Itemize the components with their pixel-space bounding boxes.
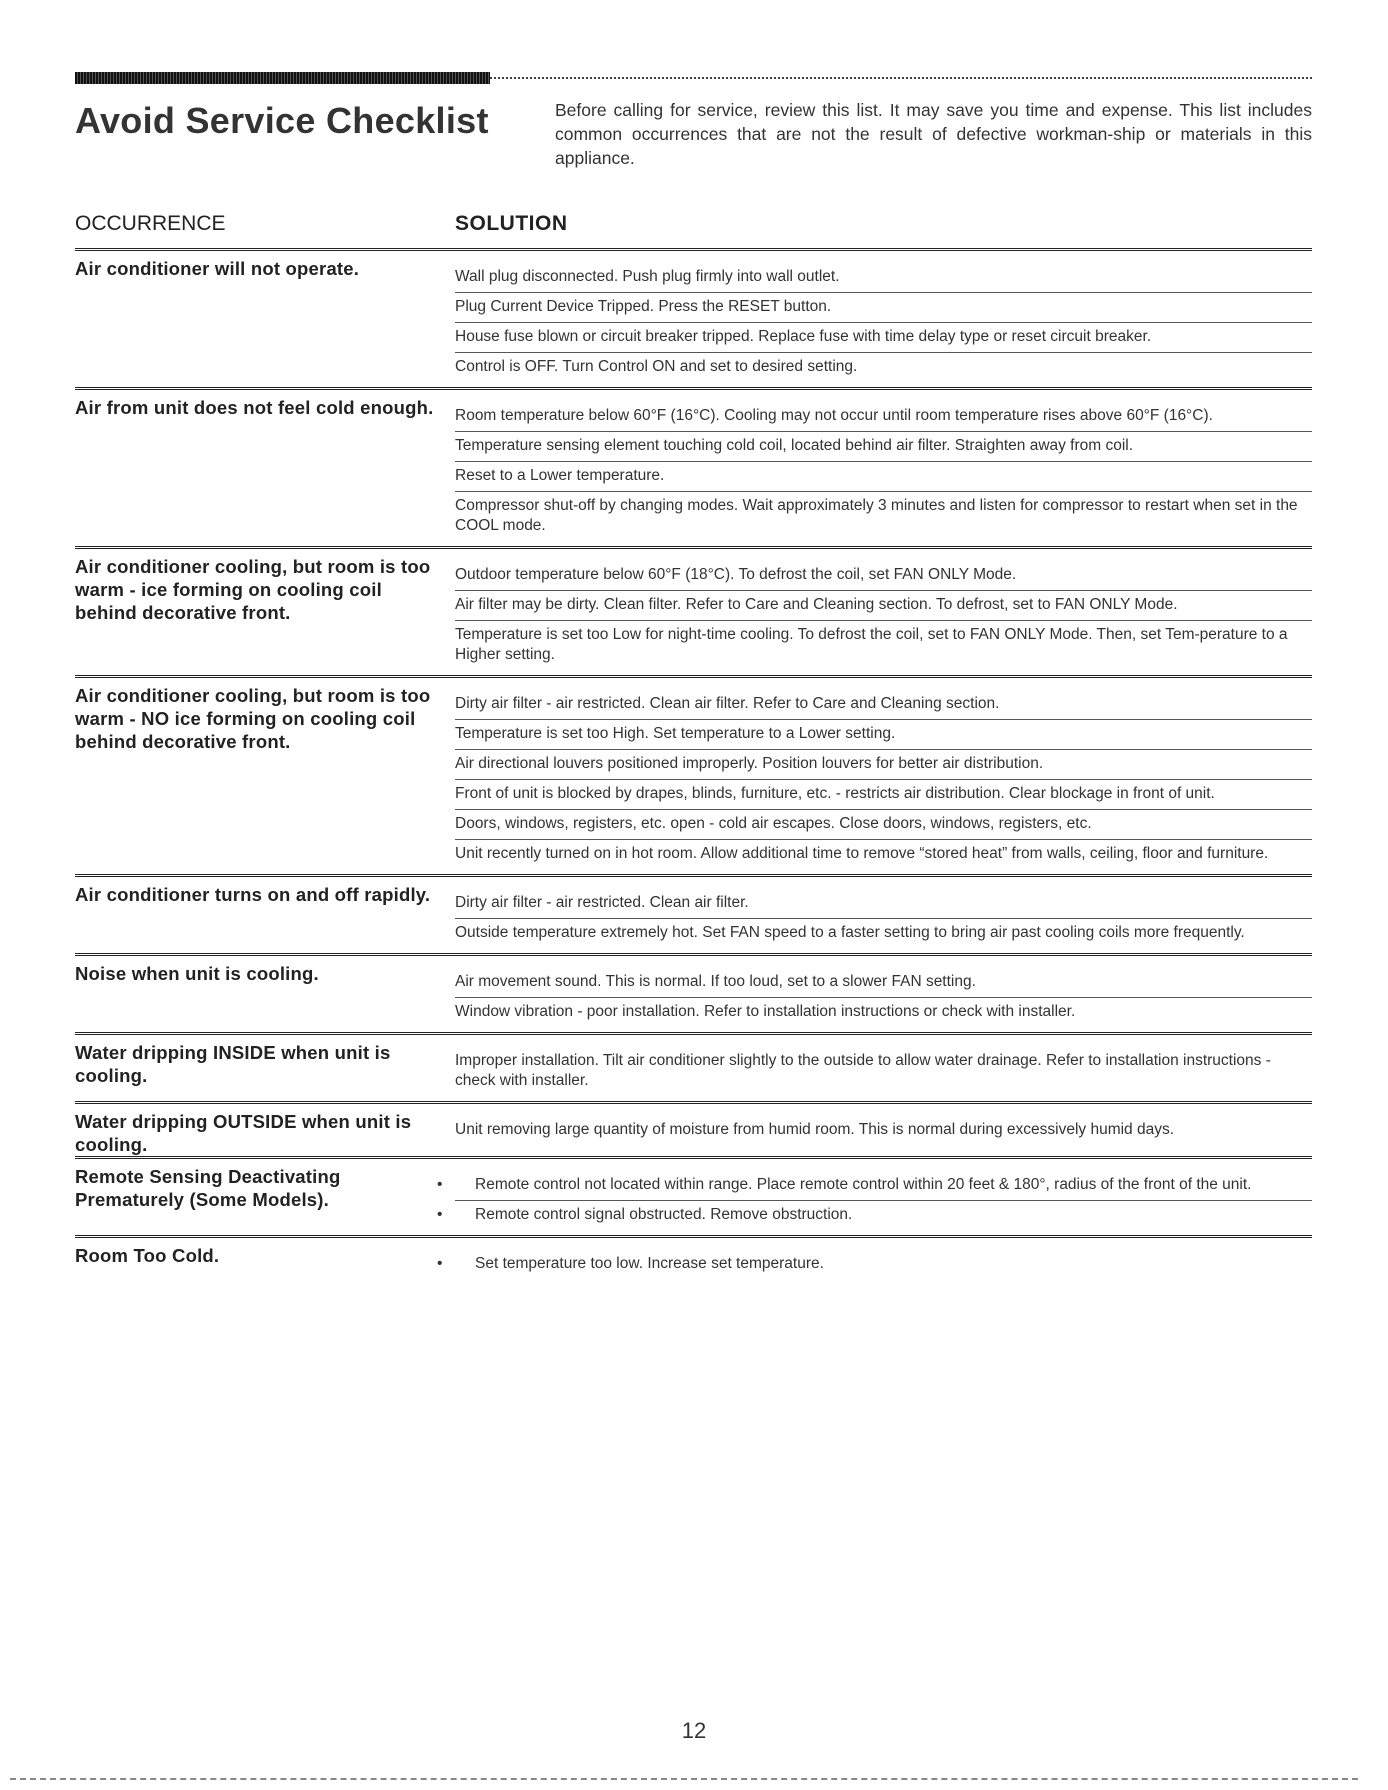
checklist-row bbox=[75, 546, 1312, 675]
solution-list bbox=[455, 1165, 1312, 1235]
solution-list bbox=[455, 396, 1312, 546]
solution-item: Reset to a Lower temperature. bbox=[455, 462, 1312, 492]
footer-rule bbox=[10, 1778, 1358, 1780]
solution-item: Outside temperature extremely hot. Set FAN speed to a faster setting to bring air past cooling coils more frequently. bbox=[455, 924, 1245, 941]
solution-item: Dirty air filter - air restricted. Clean air filter. bbox=[455, 883, 1312, 919]
header-rule bbox=[75, 70, 1312, 86]
page-number: 12 bbox=[681, 1718, 707, 1743]
header-rule-thin bbox=[490, 77, 1312, 79]
solution-item: Front of unit is blocked by drapes, blinds, furniture, etc. - restricts air distribution. Clear blockage in front of unit. bbox=[455, 780, 1312, 810]
solution-item: Unit removing large quantity of moisture from humid room. This is normal during excessively humid days. bbox=[455, 1121, 1175, 1138]
solution-list bbox=[455, 1244, 1312, 1284]
solution-list bbox=[455, 883, 1312, 953]
intro-text: Before calling for service, review this list. It may save you time and expense. This list includes common occurrences that are not the result of defective workman-ship or materials in this appliance. bbox=[555, 100, 1312, 168]
solution-item: House fuse blown or circuit breaker tripped. Replace fuse with time delay type or reset circuit breaker. bbox=[455, 323, 1312, 353]
solution-item: • Remote control not located within range. Place remote control within 20 feet & 180°, radius of the front of the unit. bbox=[455, 1165, 1312, 1201]
solution-list bbox=[455, 257, 1312, 387]
checklist-row bbox=[75, 874, 1312, 953]
solution-item: Temperature is set too High. Set temperature to a Lower setting. bbox=[455, 720, 1312, 750]
occurrence-text: Water dripping OUTSIDE when unit is cooling. bbox=[75, 1111, 412, 1155]
solution-list bbox=[455, 1110, 1312, 1156]
occurrence-text: Air conditioner cooling, but room is too warm - ice forming on cooling coil behind decorative front. bbox=[75, 556, 431, 623]
solution-item: Window vibration - poor installation. Refer to installation instructions or check with installer. bbox=[455, 1003, 1076, 1020]
occurrence-text: Water dripping INSIDE when unit is cooling. bbox=[75, 1042, 391, 1086]
solution-list bbox=[455, 962, 1312, 1032]
solution-item: Compressor shut-off by changing modes. Wait approximately 3 minutes and listen for compressor to restart when set in the COOL mode. bbox=[455, 497, 1298, 534]
occurrence-text: Air conditioner will not operate. bbox=[75, 258, 360, 279]
solution-column-header: SOLUTION bbox=[455, 212, 568, 235]
checklist-row bbox=[75, 1235, 1312, 1284]
solution-item: Doors, windows, registers, etc. open - cold air escapes. Close doors, windows, registers, etc. bbox=[455, 810, 1312, 840]
page-title: Avoid Service Checklist bbox=[75, 100, 489, 141]
solution-item: Room temperature below 60°F (16°C). Cooling may not occur until room temperature rises above 60°F (16°C). bbox=[455, 396, 1312, 432]
occurrence-text: Air conditioner turns on and off rapidly. bbox=[75, 884, 431, 905]
solution-list bbox=[455, 684, 1312, 874]
checklist-row bbox=[75, 1032, 1312, 1101]
checklist-row bbox=[75, 953, 1312, 1032]
solution-item: • Remote control signal obstructed. Remove obstruction. bbox=[455, 1201, 1312, 1235]
checklist-row bbox=[75, 248, 1312, 387]
solution-list bbox=[455, 1041, 1312, 1101]
solution-item: Wall plug disconnected. Push plug firmly into wall outlet. bbox=[455, 257, 1312, 293]
occurrence-text: Air conditioner cooling, but room is too warm - NO ice forming on cooling coil behind decorative front. bbox=[75, 685, 431, 752]
checklist-row bbox=[75, 675, 1312, 874]
solution-item: Dirty air filter - air restricted. Clean air filter. Refer to Care and Cleaning section. bbox=[455, 684, 1312, 720]
occurrence-text: Noise when unit is cooling. bbox=[75, 963, 319, 984]
occurrence-text: Remote Sensing Deactivating Prematurely (Some Models). bbox=[75, 1166, 341, 1210]
solution-item: Improper installation. Tilt air conditioner slightly to the outside to allow water drainage. Refer to installation instructions - check with installer. bbox=[455, 1052, 1271, 1089]
solution-item: Air movement sound. This is normal. If too loud, set to a slower FAN setting. bbox=[455, 962, 1312, 998]
solution-item: Temperature is set too Low for night-time cooling. To defrost the coil, set to FAN ONLY Mode. Then, set Tem-perature to a Higher setting. bbox=[455, 626, 1288, 663]
solution-item: Air directional louvers positioned improperly. Position louvers for better air distribution. bbox=[455, 750, 1312, 780]
checklist-row bbox=[75, 1101, 1312, 1156]
header-rule-thick bbox=[75, 72, 490, 84]
solution-item: Unit recently turned on in hot room. Allow additional time to remove “stored heat” from walls, ceiling, floor and furniture. bbox=[455, 845, 1269, 862]
solution-item: Plug Current Device Tripped. Press the RESET button. bbox=[455, 293, 1312, 323]
solution-item: Outdoor temperature below 60°F (18°C). To defrost the coil, set FAN ONLY Mode. bbox=[455, 555, 1312, 591]
solution-list bbox=[455, 555, 1312, 675]
page-header bbox=[75, 98, 1312, 182]
occurrence-text: Air from unit does not feel cold enough. bbox=[75, 397, 434, 418]
solution-item: Temperature sensing element touching cold coil, located behind air filter. Straighten away from coil. bbox=[455, 432, 1312, 462]
solution-item: Control is OFF. Turn Control ON and set to desired setting. bbox=[455, 358, 858, 375]
solution-item: Air filter may be dirty. Clean filter. Refer to Care and Cleaning section. To defrost, set to FAN ONLY Mode. bbox=[455, 591, 1312, 621]
column-headers bbox=[75, 212, 1312, 248]
occurrence-column-header: OCCURRENCE bbox=[75, 212, 226, 235]
checklist-table bbox=[75, 248, 1312, 1284]
checklist-row bbox=[75, 387, 1312, 546]
occurrence-text: Room Too Cold. bbox=[75, 1245, 220, 1266]
solution-item: • Set temperature too low. Increase set temperature. bbox=[455, 1244, 1312, 1284]
checklist-page bbox=[75, 70, 1312, 1284]
checklist-row bbox=[75, 1156, 1312, 1235]
